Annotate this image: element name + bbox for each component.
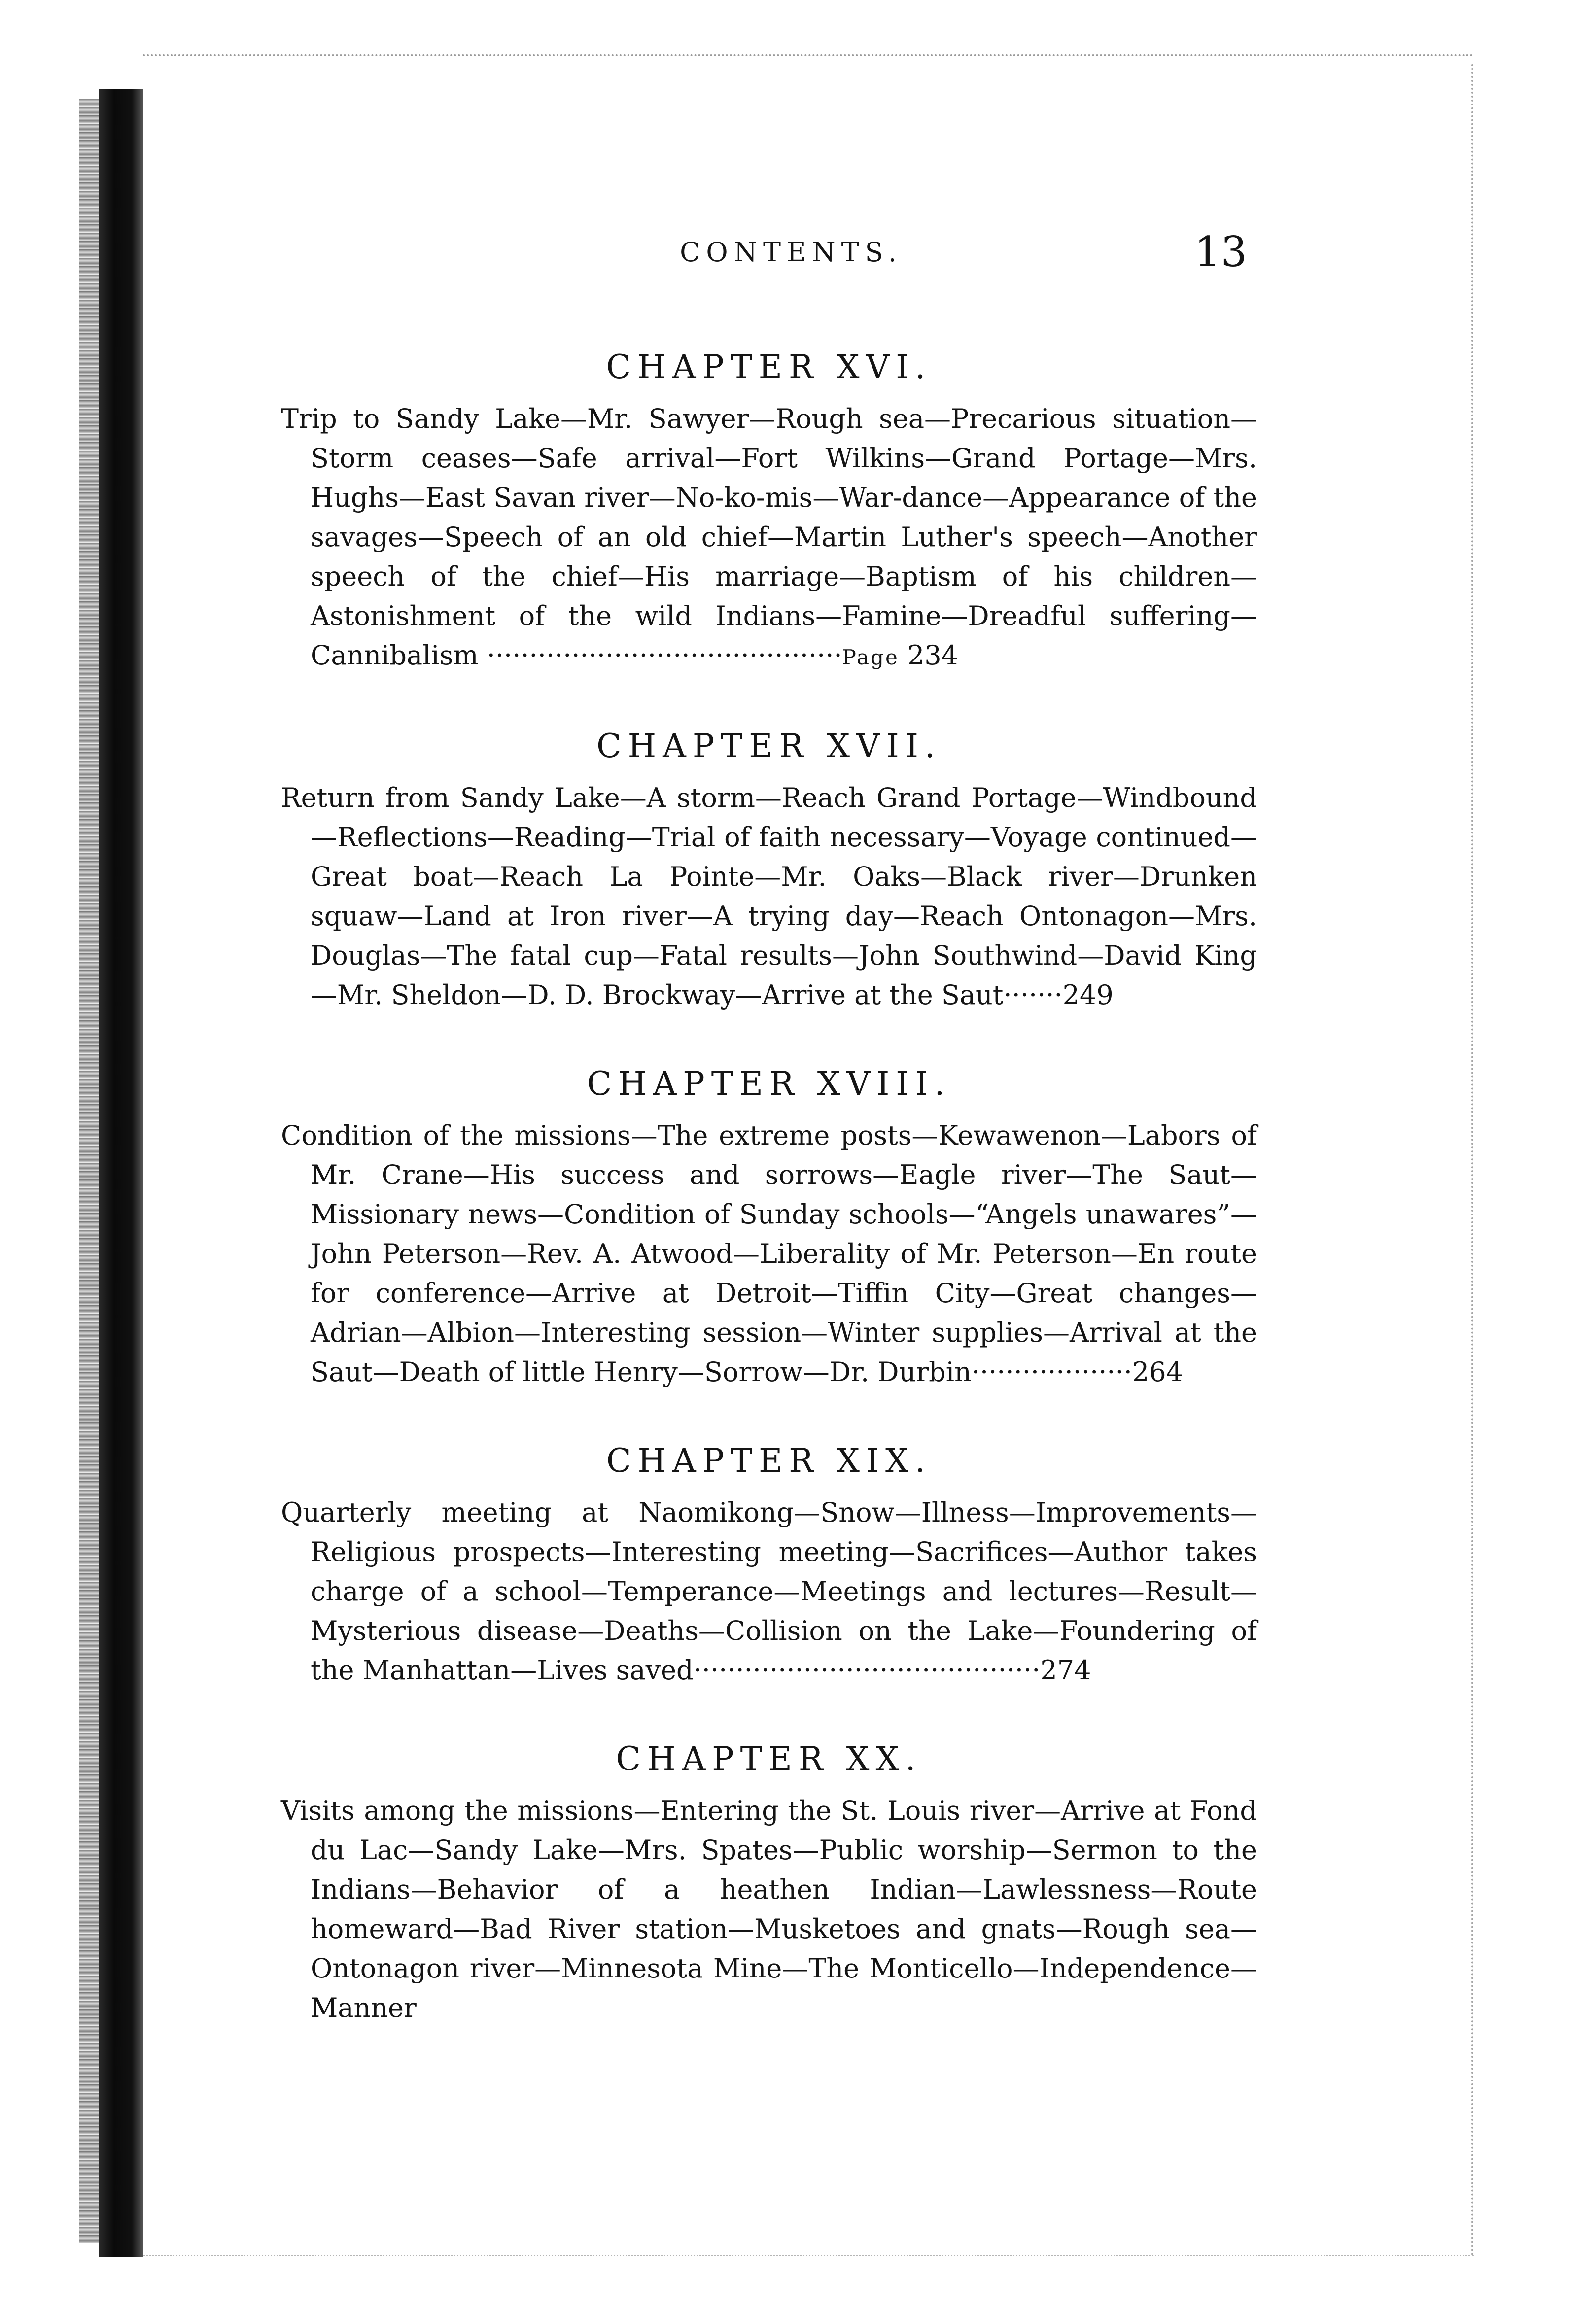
chapter-entry-xx [281, 1737, 1257, 2028]
contents-list [281, 345, 1257, 2028]
running-head [281, 228, 1267, 286]
summary-text: Quarterly meeting at Naomikong—Snow—Illness—Improvements—Religious prospects—Interesting meeting—Sacrifices—Author takes charge of a school—Temperance—Meetings and lectures—Result—Mysterious disease—Deaths—Collision on the Lake—Foundering of the Manhattan—Lives saved [281, 1497, 1257, 1686]
page-top-edge [143, 54, 1474, 56]
page-ref-number: 249 [1062, 979, 1114, 1010]
chapter-entry-xvii [281, 724, 1257, 1015]
book-binding-edge [99, 89, 143, 2257]
chapter-summary [281, 1493, 1257, 1690]
page-reference [479, 640, 959, 671]
dot-leader: ······· [1003, 979, 1063, 1010]
page-bottom-edge [143, 2255, 1474, 2256]
chapter-summary [281, 1116, 1257, 1392]
page-reference [1004, 979, 1114, 1010]
chapter-entry-xviii [281, 1062, 1257, 1392]
chapter-heading: CHAPTER XX. [616, 1740, 922, 1778]
chapter-entry-xix [281, 1439, 1257, 1690]
dot-leader: ··················· [971, 1356, 1132, 1387]
dot-leader: ········································· [693, 1655, 1041, 1686]
page-ref-number: 264 [1132, 1356, 1183, 1387]
page-reference [972, 1356, 1183, 1387]
chapter-entry-xvi [281, 345, 1257, 677]
page-label: Page [842, 645, 899, 669]
chapter-heading: CHAPTER XVII. [596, 727, 942, 765]
summary-text: Return from Sandy Lake—A storm—Reach Grand Portage—Windbound—Reflections—Reading—Trial of faith necessary—Voyage continued—Great boat—Reach La Pointe—Mr. Oaks—Black river—Drunken squaw—Land at Iron river—A trying day—Reach Ontonagon—Mrs. Douglas—The fatal cup—Fatal results—John Southwind—David King—Mr. Sheldon—D. D. Brockway—Arrive at the Saut [281, 782, 1257, 1010]
summary-text: Visits among the missions—Entering the St. Louis river—Arrive at Fond du Lac—Sandy Lake—Mrs. Spates—Public worship—Sermon to the Indians—Behavior of a heathen Indian—Lawlessness—Route homeward—Bad River station—Musketoes and gnats—Rough sea—Ontonagon river—Minnesota Mine—The Monticello—Independence—Manner [281, 1795, 1257, 2023]
page-number: 13 [1194, 228, 1247, 276]
summary-text: Trip to Sandy Lake—Mr. Sawyer—Rough sea—Precarious situation—Storm ceases—Safe arrival—Fort Wilkins—Grand Portage—Mrs. Hughs—East Savan river—No-ko-mis—War-dance—Appearance of the savages—Speech of an old chief—Martin Luther's speech—Another speech of the chief—His marriage—Baptism of his children—Astonishment of the wild Indians—Famine—Dreadful suffering—Cannibalism [281, 403, 1257, 671]
chapter-summary [281, 1791, 1257, 2028]
chapter-heading: CHAPTER XVI. [606, 348, 932, 386]
page-reference [694, 1655, 1091, 1686]
summary-text: Condition of the missions—The extreme posts—Kewawenon—Labors of Mr. Crane—His success and sorrows—Eagle river—The Saut—Missionary news—Condition of Sunday schools—“Angels unawares”—John Peterson—Rev. A. Atwood—Liberality of Mr. Peterson—En route for conference—Arrive at Detroit—Tiffin City—Great changes—Adrian—Albion—Interesting session—Winter supplies—Arrival at the Saut—Death of little Henry—Sorrow—Dr. Durbin [281, 1120, 1257, 1387]
page-ref-number: 274 [1040, 1655, 1091, 1686]
page-right-edge [1471, 64, 1473, 2257]
binding-shadow [79, 99, 99, 2243]
running-title: CONTENTS. [680, 237, 903, 268]
dot-leader: ·········································· [478, 640, 842, 671]
chapter-heading: CHAPTER XVIII. [587, 1065, 951, 1103]
chapter-heading: CHAPTER XIX. [606, 1442, 932, 1480]
page-ref-number: 234 [907, 640, 959, 671]
chapter-summary [281, 399, 1257, 677]
chapter-summary [281, 778, 1257, 1015]
